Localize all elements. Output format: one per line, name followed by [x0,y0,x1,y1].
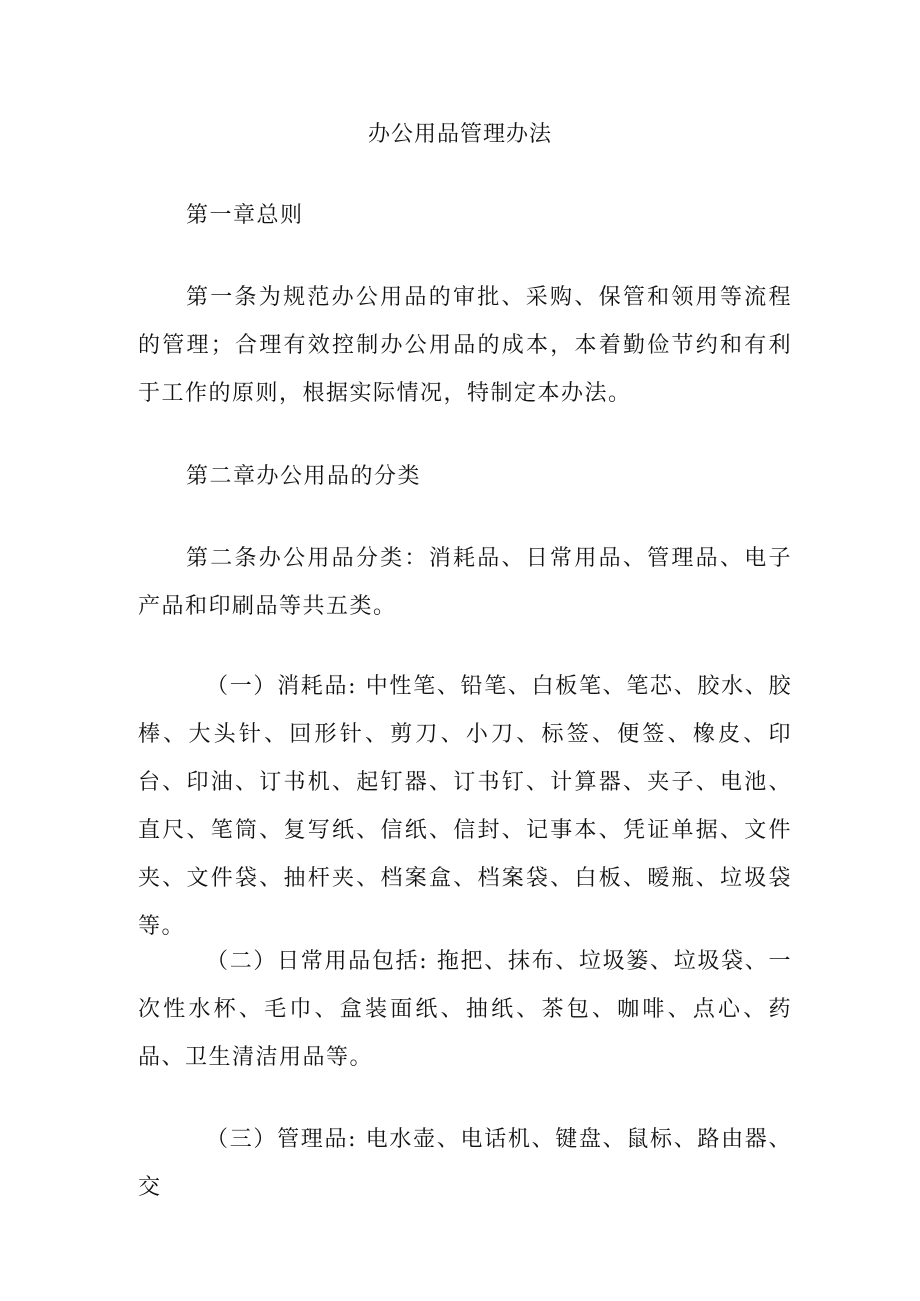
article-1-paragraph: 第一条为规范办公用品的审批、采购、保管和领用等流程的管理；合理有效控制办公用品的成本，本着勤俭节约和有利于工作的原则，根据实际情况，特制定本办法。 [138,285,792,406]
category-daily-items-paragraph: （二）日常用品包括: 拖把、抹布、垃圾篓、垃圾袋、一次性水杯、毛巾、盒装面纸、抽纸、茶包、咖啡、点心、药品、卫生清洁用品等。 [138,949,792,1070]
category-management-items-paragraph: （三）管理品: 电水壶、电话机、键盘、鼠标、路由器、交 [138,1127,792,1200]
chapter-heading-1: 第一章总则 [186,203,304,228]
chapter-heading-2: 第二章办公用品的分类 [186,464,422,489]
category-consumables-paragraph: （一）消耗品: 中性笔、铅笔、白板笔、笔芯、胶水、胶棒、大头针、回形针、剪刀、小刀、标签、便签、橡皮、印台、印油、订书机、起钉器、订书钉、计算器、夹子、电池、直尺、笔筒、复写纸、信纸、信封、记事本、凭证单据、文件夹、文件袋、抽杆夹、档案盒、档案袋、白板、暧瓶、垃圾袋等。 [138,674,792,939]
document-title: 办公用品管理办法 [367,122,552,147]
article-2-paragraph: 第二条办公用品分类：消耗品、日常用品、管理品、电子产品和印刷品等共五类。 [138,546,792,619]
